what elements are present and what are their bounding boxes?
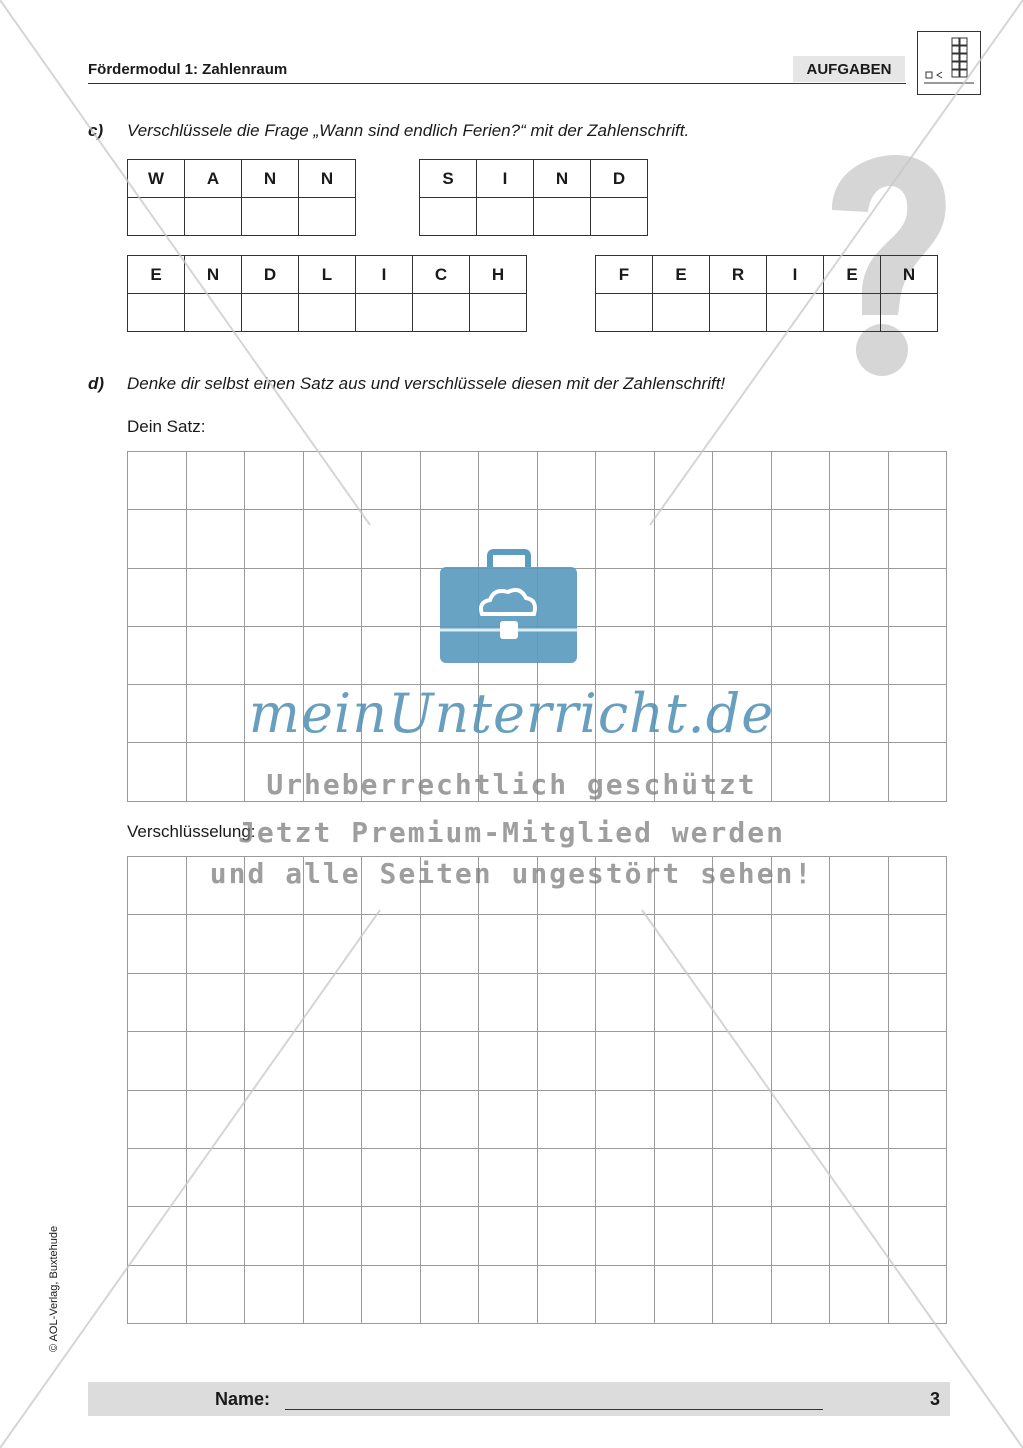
letter-cell: S bbox=[420, 160, 477, 198]
copyright-note: © AOL-Verlag, Buxtehude bbox=[48, 1225, 60, 1352]
watermark-line-2: Jetzt Premium-Mitglied werden bbox=[238, 816, 785, 849]
watermark-line-3: und alle Seiten ungestört sehen! bbox=[209, 857, 814, 890]
letter-cell: I bbox=[767, 256, 824, 294]
letter-cell: D bbox=[591, 160, 648, 198]
task-c-instruction: Verschlüssele die Frage „Wann sind endlich Ferien?“ mit der Zahlenschrift. bbox=[127, 121, 690, 140]
task-d-letter: d) bbox=[88, 374, 105, 393]
letter-cell: E bbox=[824, 256, 881, 294]
letter-cell: N bbox=[881, 256, 938, 294]
letter-cell: N bbox=[242, 160, 299, 198]
letter-cell: E bbox=[128, 256, 185, 294]
page-number: 3 bbox=[930, 1389, 941, 1409]
page-title: Fördermodul 1: Zahlenraum bbox=[88, 61, 288, 78]
letter-cell: H bbox=[470, 256, 527, 294]
letter-cell: N bbox=[299, 160, 356, 198]
letter-cell: C bbox=[413, 256, 470, 294]
letter-cell: N bbox=[185, 256, 242, 294]
task-d-instruction: Denke dir selbst einen Satz aus und verschlüssele diesen mit der Zahlenschrift! bbox=[127, 374, 726, 393]
letter-cell: N bbox=[534, 160, 591, 198]
letter-cell: R bbox=[710, 256, 767, 294]
letter-cell: E bbox=[653, 256, 710, 294]
sentence-label: Dein Satz: bbox=[127, 417, 206, 436]
letter-cell: D bbox=[242, 256, 299, 294]
letter-cell: I bbox=[477, 160, 534, 198]
letter-cell: I bbox=[356, 256, 413, 294]
name-label: Name: bbox=[215, 1389, 271, 1409]
section-badge: AUFGABEN bbox=[793, 56, 905, 82]
letter-cell: L bbox=[299, 256, 356, 294]
letter-cell: F bbox=[596, 256, 653, 294]
briefcase-icon bbox=[440, 552, 577, 663]
task-c-letter: c) bbox=[88, 121, 104, 140]
encoding-label: Verschlüsselung: bbox=[127, 822, 256, 841]
watermark-line-1: Urheberrechtlich geschützt bbox=[266, 768, 757, 801]
watermark-brand: meinUnterricht.de bbox=[248, 682, 775, 745]
letter-cell: W bbox=[128, 160, 185, 198]
letter-cell: A bbox=[185, 160, 242, 198]
